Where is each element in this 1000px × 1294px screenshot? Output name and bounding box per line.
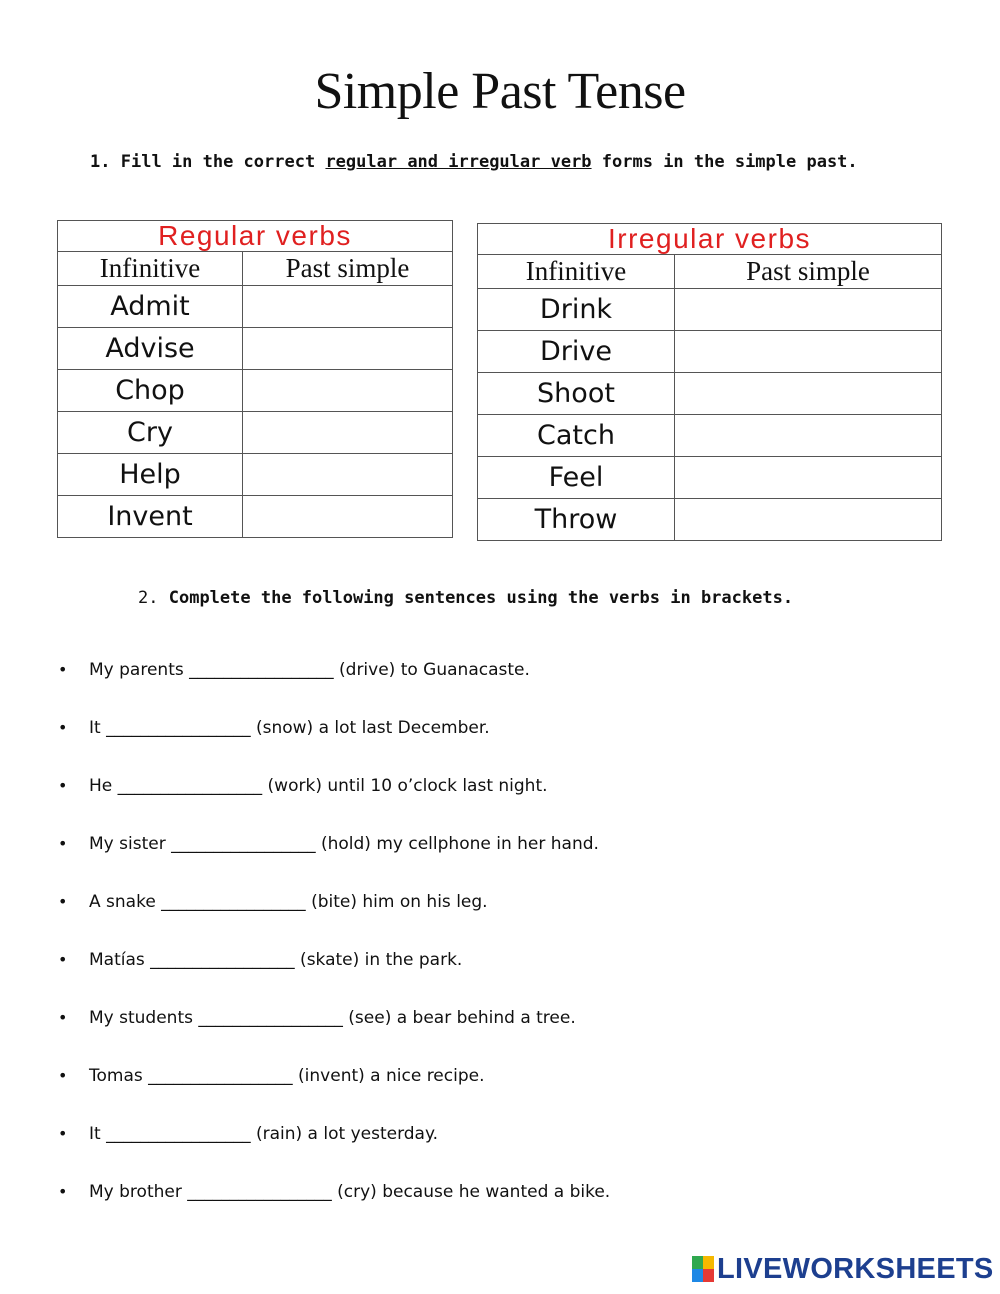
sentence-text[interactable]: My students _________________ (see) a bear behind a tree. (89, 1008, 576, 1028)
regular-verb-infinitive: Chop (58, 370, 243, 412)
sentence-text[interactable]: A snake _________________ (bite) him on his leg. (89, 892, 488, 912)
sentence-item (58, 771, 610, 829)
exercise-2-instruction (138, 588, 793, 608)
sentence-item (58, 1061, 610, 1119)
sentence-item (58, 1119, 610, 1177)
irregular-verb-answer-cell[interactable] (675, 499, 942, 541)
sentence-text[interactable]: My parents _________________ (drive) to Guanacaste. (89, 660, 530, 680)
sentence-text[interactable]: My brother _________________ (cry) because he wanted a bike. (89, 1182, 611, 1202)
regular-verb-infinitive: Admit (58, 286, 243, 328)
irregular-verb-infinitive: Feel (478, 457, 675, 499)
sentence-item (58, 829, 610, 887)
irregular-verb-answer-cell[interactable] (675, 373, 942, 415)
irregular-verb-infinitive: Shoot (478, 373, 675, 415)
bullet-icon: • (58, 950, 68, 969)
regular-verb-infinitive: Advise (58, 328, 243, 370)
exercise-1-text-underlined: regular and irregular verb (325, 152, 592, 172)
regular-verb-answer-cell[interactable] (243, 328, 453, 370)
sentence-text[interactable]: Tomas _________________ (invent) a nice recipe. (89, 1066, 485, 1086)
irregular-verb-infinitive: Catch (478, 415, 675, 457)
liveworksheets-logo (692, 1253, 994, 1285)
exercise-2-number: 2. (138, 588, 159, 608)
regular-col-past-simple: Past simple (243, 252, 453, 286)
sentence-text[interactable]: It _________________ (rain) a lot yesterday. (89, 1124, 439, 1144)
sentence-item (58, 1003, 610, 1061)
sentence-text[interactable]: Matías _________________ (skate) in the park. (89, 950, 463, 970)
sentence-item (58, 713, 610, 771)
sentence-list (58, 655, 610, 1235)
exercise-1-instruction (90, 152, 858, 172)
regular-col-infinitive: Infinitive (58, 252, 243, 286)
regular-verbs-table (57, 220, 453, 538)
irregular-verbs-table (477, 223, 942, 541)
page-title: Simple Past Tense (314, 63, 686, 120)
irregular-col-past-simple: Past simple (675, 255, 942, 289)
bullet-icon: • (58, 1066, 68, 1085)
irregular-verb-infinitive: Throw (478, 499, 675, 541)
exercise-1-number: 1. (90, 152, 111, 172)
bullet-icon: • (58, 1008, 68, 1027)
regular-verb-answer-cell[interactable] (243, 454, 453, 496)
regular-verb-infinitive: Invent (58, 496, 243, 538)
bullet-icon: • (58, 718, 68, 737)
irregular-verb-answer-cell[interactable] (675, 415, 942, 457)
liveworksheets-logo-text: LIVEWORKSHEETS (717, 1252, 994, 1285)
irregular-verb-infinitive: Drive (478, 331, 675, 373)
bullet-icon: • (58, 1124, 68, 1143)
sentence-text[interactable]: He _________________ (work) until 10 o’clock last night. (89, 776, 548, 796)
sentence-item (58, 945, 610, 1003)
regular-verb-answer-cell[interactable] (243, 286, 453, 328)
sentence-item (58, 1177, 610, 1235)
regular-verb-answer-cell[interactable] (243, 496, 453, 538)
sentence-item (58, 887, 610, 945)
regular-verb-infinitive: Help (58, 454, 243, 496)
exercise-2-text: Complete the following sentences using the verbs in brackets. (168, 588, 794, 608)
sentence-text[interactable]: It _________________ (snow) a lot last December. (89, 718, 490, 738)
irregular-verbs-title: Irregular verbs (478, 224, 942, 255)
bullet-icon: • (58, 660, 68, 679)
irregular-col-infinitive: Infinitive (478, 255, 675, 289)
regular-verbs-title: Regular verbs (58, 221, 453, 252)
irregular-verb-answer-cell[interactable] (675, 289, 942, 331)
irregular-verb-infinitive: Drink (478, 289, 675, 331)
exercise-1-text-after: forms in the simple past. (591, 152, 858, 172)
regular-verb-answer-cell[interactable] (243, 412, 453, 454)
irregular-verb-answer-cell[interactable] (675, 457, 942, 499)
sentence-text[interactable]: My sister _________________ (hold) my cellphone in her hand. (89, 834, 599, 854)
bullet-icon: • (58, 1182, 68, 1201)
irregular-verb-answer-cell[interactable] (675, 331, 942, 373)
sentence-item (58, 655, 610, 713)
liveworksheets-logo-icon (692, 1256, 714, 1282)
bullet-icon: • (58, 776, 68, 795)
exercise-1-text-before: Fill in the correct (120, 152, 326, 172)
bullet-icon: • (58, 834, 68, 853)
regular-verb-infinitive: Cry (58, 412, 243, 454)
regular-verb-answer-cell[interactable] (243, 370, 453, 412)
bullet-icon: • (58, 892, 68, 911)
